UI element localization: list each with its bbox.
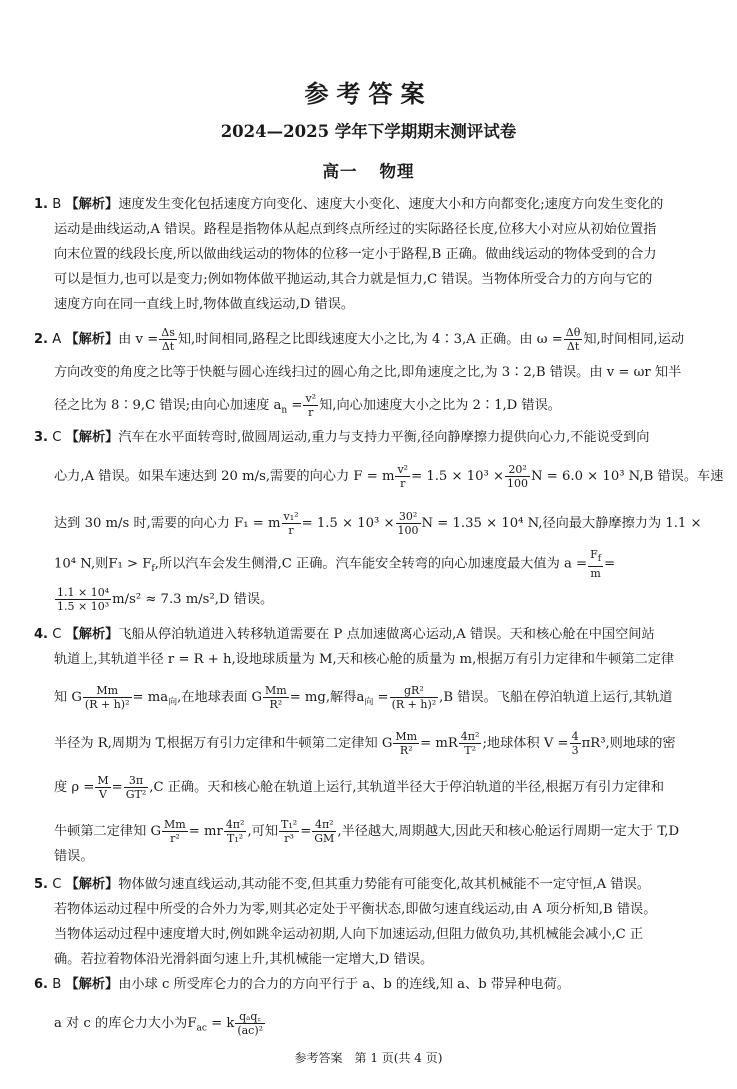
formula-fraction: $\frac{\text{v₁²}}{r}$ — [283, 510, 299, 537]
analysis-tag: 【解析】 — [65, 332, 119, 347]
q4-line-7: 错误。 — [54, 849, 94, 864]
q4-answer: C — [52, 627, 62, 642]
q5-answer: C — [52, 877, 62, 892]
q4-line-5: 度 ρ = $\frac{M}{V}$ = $\frac{3\pi}{\text{GT²}}$ ,C 正确。天和核心舱在轨道上运行,其轨道半径大于停泊轨道的半径,根据万有引力定律和 — [54, 774, 665, 801]
formula-fraction: $\frac{\text{4π²}}{\text{T²}}$ — [460, 730, 480, 757]
q1-line-1: 1. B 【解析】速度发生变化包括速度方向变化、速度大小变化、速度大小和方向都变化;速度方向发生变化的 — [34, 197, 664, 212]
q1-answer: B — [52, 197, 62, 212]
q3-number: 3. — [34, 430, 48, 445]
q3-line-5: $\frac{\text{1.1 × 10⁴}}{\text{1.5 × 10³}}$ m/s² ≈ 7.3 m/s²,D 错误。 — [57, 586, 274, 613]
formula-fraction: $\frac{\text{gR²}}{\text{(R + h)²}}$ — [391, 684, 437, 711]
formula-fraction: $\frac{\text{30²}}{100}$ — [397, 510, 419, 537]
page-footer: 参考答案 第 1 页(共 4 页) — [294, 1051, 443, 1065]
analysis-tag: 【解析】 — [65, 877, 119, 892]
formula-fraction: $\frac{4}{3}$ — [571, 730, 579, 757]
q5-line-3: 当物体运动过程中速度增大时,例如跳伞运动初期,人向下加速运动,但阻力做负功,其机械能会减小,C 正 — [54, 927, 644, 942]
formula-fraction: $\frac{\text{T₁²}}{\text{r³}}$ — [281, 818, 298, 845]
formula-fraction: $\frac{3\pi}{\text{GT²}}$ — [125, 774, 147, 801]
formula-fraction: $\frac{\text{4π²}}{GM}$ — [314, 818, 335, 845]
formula-fraction: $\frac{\text{v²}}{r}$ — [397, 463, 409, 490]
q6-line-2: a 对 c 的库仑力大小为$F_{ac} = k$ $\frac{\text{qₐq꜀}}{\text{(ac)²}}$ — [54, 1010, 264, 1037]
q1-number: 1. — [34, 197, 48, 212]
formula-fraction: $\frac{\text{1.1 × 10⁴}}{\text{1.5 × 10³}}$ — [57, 586, 110, 613]
q3-line-3: 达到 30 m/s 时,需要的向心力 F₁ = m $\frac{\text{v₁²}}{r}$ = 1.5 × 10³ × $\frac{\text{30²}}{100}$ N = 1.35 × 10⁴ N,径向最大静摩擦力为 1.1 × — [54, 510, 702, 537]
exam-subtitle: 2024—2025 学年下学期期末测评试卷 — [220, 122, 517, 141]
q3-line-1: 3. C 【解析】汽车在水平面转弯时,做圆周运动,重力与支持力平衡,径向静摩擦力提供向心力,不能说受到向 — [34, 430, 650, 445]
q4-line-4: 半径为 R,周期为 T,根据万有引力定律和牛顿第二定律知 G $\frac{Mm}{\text{R²}}$ = mR $\frac{\text{4π²}}{\text{T²}}$ ;地球体积 V = $\frac{4}{3}$ πR³,则地球的密 — [54, 730, 676, 757]
q5-number: 5. — [34, 877, 48, 892]
formula-fraction: $\frac{Mm}{\text{R²}}$ — [264, 684, 287, 711]
analysis-tag: 【解析】 — [65, 627, 119, 642]
analysis-tag: 【解析】 — [65, 197, 119, 212]
q1-line-5: 速度方向在同一直线上时,物体做直线运动,D 错误。 — [54, 297, 355, 312]
q6-answer: B — [52, 977, 62, 992]
q2-line-3: 径之比为 8∶9,C 错误;由向心加速度 $a_n$ = $\frac{\text{v²}}{r}$ 知,向心加速度大小之比为 2∶1,D 错误。 — [54, 392, 561, 419]
analysis-tag: 【解析】 — [65, 430, 119, 445]
subject-label: 物理 — [379, 162, 415, 181]
q4-line-2: 轨道上,其轨道半径 r = R + h,设地球质量为 M,天和核心舱的质量为 m,根据万有引力定律和牛顿第二定律 — [54, 652, 675, 667]
formula-fraction: $\frac{\Delta s}{\Delta t}$ — [161, 326, 175, 353]
grade-label: 高一 — [322, 162, 358, 181]
formula-fraction: $\frac{\text{20²}}{100}$ — [507, 463, 529, 490]
page-title: 参考答案 — [304, 79, 433, 108]
q1-line-2: 运动是曲线运动,A 错误。路程是指物体从起点到终点所经过的实际路径长度,位移大小对应从初始位置指 — [54, 222, 657, 237]
q2-line-2: 方向改变的角度之比等于快艇与圆心连线扫过的圆心角之比,即角速度之比,为 3∶2,B 错误。由 v = ωr 知半 — [54, 365, 682, 380]
formula-fraction: $\frac{\text{v²}}{r}$ — [305, 392, 317, 419]
q5-line-1: 5. C 【解析】物体做匀速直线运动,其动能不变,但其重力势能有可能变化,故其机械能不一定守恒,A 错误。 — [34, 877, 650, 892]
formula-fraction: $\frac{\text{4π²}}{\text{T₁²}}$ — [225, 818, 245, 845]
q2-number: 2. — [34, 332, 48, 347]
analysis-tag: 【解析】 — [65, 977, 119, 992]
q5-line-4: 确。若拉着物体沿光滑斜面匀速上升,其机械能一定增大,D 错误。 — [54, 952, 434, 967]
q2-line-1: 2. A 【解析】由 v = $\frac{\Delta s}{\Delta t}$ 知,时间相同,路程之比即线速度大小之比,为 4∶3,A 正确。由 ω = $\frac{\Delta\theta}{\Delta t}$ 知,时间相同,运动 — [34, 326, 685, 353]
formula-fraction: $\frac{F_f}{m}$ — [590, 548, 602, 581]
q4-line-1: 4. C 【解析】飞船从停泊轨道进入转移轨道需要在 P 点加速做离心运动,A 错误。天和核心舱在中国空间站 — [34, 627, 655, 642]
formula-fraction: $\frac{Mm}{\text{r²}}$ — [164, 818, 186, 845]
q4-line-6: 牛顿第二定律知 G $\frac{Mm}{\text{r²}}$ = mr $\frac{\text{4π²}}{\text{T₁²}}$ ,可知 $\frac{\text{T₁²}}{\text{r³}}$ = $\frac{\text{4π²}}{GM}$ ,半径越大,周期越大,因此天和核心舱运行周期一定大于 T,D — [54, 818, 680, 845]
formula-fraction: $\frac{\text{qₐq꜀}}{\text{(ac)²}}$ — [237, 1010, 264, 1037]
q1-line-3: 向末位置的线段长度,所以做曲线运动的物体的位移一定小于路程,B 正确。做曲线运动的物体受到的合力 — [54, 247, 657, 262]
q6-line-1: 6. B 【解析】由小球 c 所受库仑力的合力的方向平行于 a、b 的连线,知 a、b 带异种电荷。 — [34, 977, 570, 992]
q4-number: 4. — [34, 627, 48, 642]
q4-line-3: 知 G $\frac{Mm}{\text{(R + h)²}}$ = $ma_向$,在地球表面 G $\frac{Mm}{\text{R²}}$ = mg,解得$a_向$ = $\frac{\text{gR²}}{\text{(R + h)²}}$ ,B 错误。飞船在停泊轨道上运行,其轨道 — [54, 684, 673, 711]
grade-subject — [0, 158, 737, 182]
formula-fraction: $\frac{M}{V}$ — [97, 774, 109, 801]
q6-number: 6. — [34, 977, 48, 992]
q3-answer: C — [52, 430, 62, 445]
formula-fraction: $\frac{Mm}{\text{R²}}$ — [395, 730, 418, 757]
q2-answer: A — [52, 332, 62, 347]
q3-line-4: 10⁴ N,则$F_1 > F_f$,所以汽车会发生侧滑,C 正确。汽车能安全转弯的向心加速度最大值为 a = $\frac{F_f}{m}$ = — [54, 548, 616, 581]
formula-fraction: $\frac{\Delta\theta}{\Delta t}$ — [565, 326, 581, 353]
q5-line-2: 若物体运动过程中所受的合外力为零,则其必定处于平衡状态,即做匀速直线运动,由 A 项分析知,B 错误。 — [54, 902, 657, 917]
formula-fraction: $\frac{Mm}{\text{(R + h)²}}$ — [84, 684, 130, 711]
q3-line-2: 心力,A 错误。如果车速达到 20 m/s,需要的向心力 F = m $\frac{\text{v²}}{r}$ = 1.5 × 10³ × $\frac{\text{20²}}{100}$ N = 6.0 × 10³ N,B 错误。车速 — [54, 463, 724, 490]
q1-line-4: 可以是恒力,也可以是变力;例如物体做平抛运动,其合力就是恒力,C 错误。当物体所受合力的方向与它的 — [54, 272, 653, 287]
